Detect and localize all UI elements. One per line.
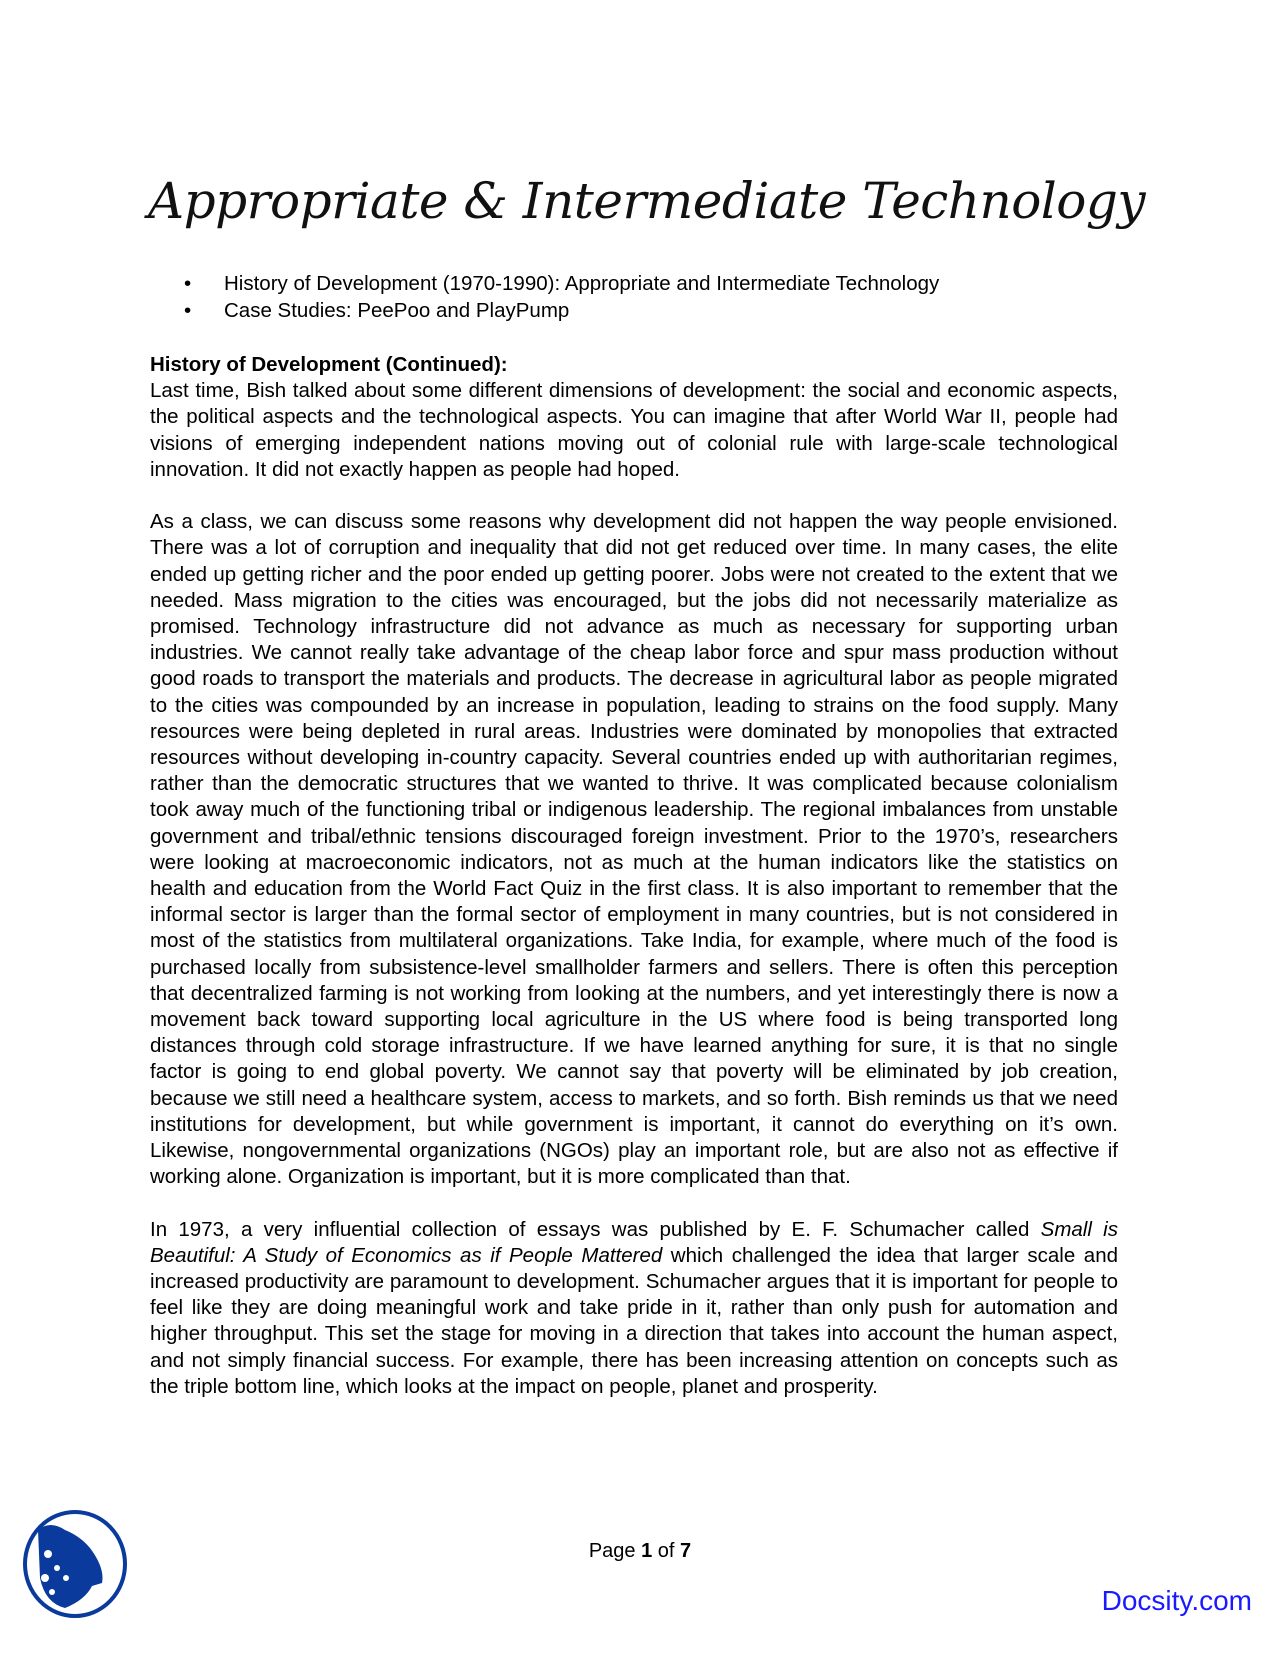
paragraph: As a class, we can discuss some reasons why development did not happen the way people envisioned. There was a lot of corruption and inequality that did not get reduced over time. In many cases, the elite ended up getting richer and the poor ended up getting poorer. Jobs were not created to the extent that we needed. Mass migration to the cities was encouraged, but the jobs did not necessarily materialize as promised. Technology infrastructure did not advance as much as necessary for supporting urban industries. We cannot really take advantage of the cheap labor force and spur mass production without good roads to transport the materials and products. The decrease in agricultural labor as people migrated to the cities was compounded by an increase in population, leading to strains on the food supply. Many resources were being depleted in rural areas. Industries were dominated by monopolies that extracted resources without developing in-country capacity. Several countries ended up with authoritarian regimes, rather than the democratic structures that we wanted to thrive. It was complicated because colonialism took away much of the functioning tribal or indigenous leadership. The regional imbalances from unstable government and tribal/ethnic tensions discouraged foreign investment. Prior to the 1970’s, researchers were looking at macroeconomic indicators, not as much at the human indicators like the statistics on health and education from the World Fact Quiz in the first class. It is also important to remember that the informal sector is larger than the formal sector of employment in many countries, but is not considered in most of the statistics from multilateral organizations. Take India, for example, where much of the food is purchased locally from subsistence-level smallholder farmers and sellers. There is often this perception that decentralized farming is not working from looking at the numbers, and yet interestingly there is now a movement back toward supporting local agriculture in the US where food is being transported long distances through cold storage infrastructure. If we have learned anything for sure, it is that no single factor is going to end global poverty. We cannot say that poverty will be eliminated by job creation, because we still need a healthcare system, access to markets, and so forth. Bish reminds us that we need institutions for development, but while government is important, it cannot do everything on it’s own. Likewise, nongovernmental organizations (NGOs) play an important role, but are also not as effective if working alone. Organization is important, but it is more complicated than that. — [150, 510, 1118, 1189]
page-number — [0, 1540, 1280, 1563]
section-heading: History of Development (Continued): — [150, 353, 508, 376]
paragraph: Last time, Bish talked about some different dimensions of development: the social and economic aspects, the political aspects and the technological aspects. You can imagine that after World War II, people had visions of emerging independent nations moving out of colonial rule with large-scale technological innovation. It did not exactly happen as people had hoped. — [150, 379, 1118, 481]
total-pages: 7 — [680, 1540, 692, 1562]
topic-list — [150, 270, 939, 324]
book-title: Small is Beautiful: A Study of Economics as if People Mattered — [150, 1217, 1118, 1267]
document-body — [150, 352, 1118, 1426]
paragraph-text: which challenged the idea that larger scale and increased productivity are paramount to development. Schumacher argues that it is important for people to feel like they are doing meaningful work and take pride in it, rather than only push for automation and higher throughput. This set the stage for moving in a direction that takes into account the human aspect, and not simply financial success. For example, there has been increasing attention on concepts such as the triple bottom line, which looks at the impact on people, planet and prosperity. — [150, 1243, 1118, 1398]
docsity-logo-icon — [20, 1508, 130, 1620]
topic-item: • Case Studies: PeePoo and PlayPump — [150, 297, 939, 324]
of-label: of — [652, 1540, 681, 1562]
current-page: 1 — [641, 1540, 653, 1562]
topic-item: • History of Development (1970-1990): Appropriate and Intermediate Technology — [150, 270, 939, 297]
page-label: Page — [588, 1540, 642, 1562]
document-title: Appropriate & Intermediate Technology — [148, 172, 1146, 230]
docsity-watermark[interactable]: Docsity.com — [1101, 1585, 1252, 1616]
paragraph — [150, 1217, 1118, 1400]
paragraph-text: In 1973, a very influential collection of essays was published by E. F. Schumacher called — [150, 1217, 1041, 1241]
